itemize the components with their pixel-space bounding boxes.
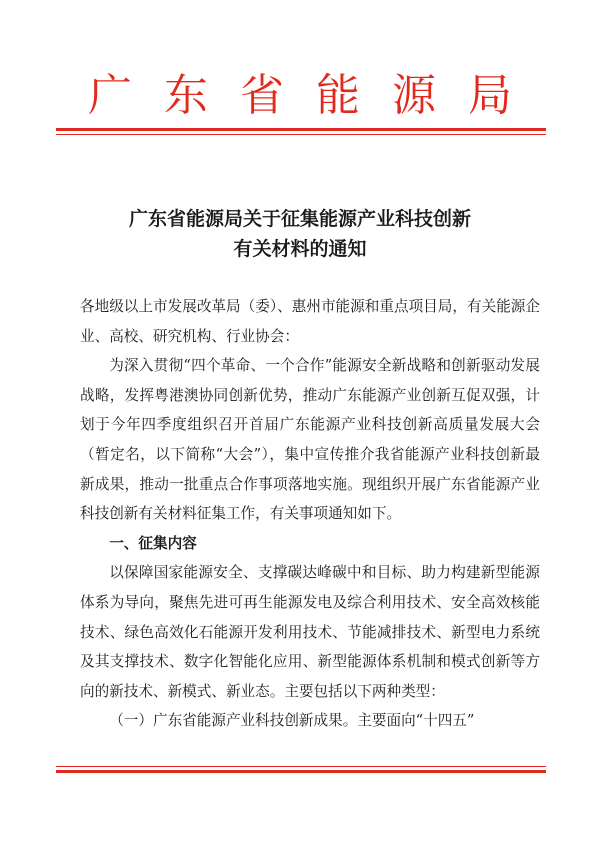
header-divider-thin	[56, 134, 546, 135]
document-title-line2: 有关材料的通知	[233, 238, 367, 260]
content-paragraph: 以保障国家能源安全、支撑碳达峰碳中和目标、助力构建新型能源体系为导向，聚焦先进可再生能源发电及综合利用技术、安全高效核能技术、绿色高效化石能源开发利用技术、节能减排技术、新型电力系统及其支撑技术、数字化智能化应用、新型能源体系机制和模式创新等方向的新技术、新模式、新业态。主要包括以下两种类型：	[80, 564, 540, 700]
header-divider-thick	[56, 128, 546, 131]
document-title	[0, 204, 600, 264]
document-body	[80, 292, 540, 736]
intro-paragraph: 为深入贯彻“四个革命、一个合作”能源安全新战略和创新驱动发展战略，发挥粤港澳协同创新优势，推动广东能源产业创新互促双强，计划于今年四季度组织召开首届广东能源产业科技创新高质量发展大会（暂定名，以下简称“大会”），集中宣传推介我省能源产业科技创新最新成果，推动一批重点合作事项落地实施。现组织开展广东省能源产业科技创新有关材料征集工作，有关事项通知如下。	[80, 357, 540, 523]
footer-divider-thin	[56, 766, 546, 767]
section-heading: 一、征集内容	[109, 534, 197, 552]
addressee-paragraph: 各地级以上市发展改革局（委）、惠州市能源和重点项目局，有关能源企业、高校、研究机构、行业协会：	[80, 298, 540, 345]
subsection-paragraph: （一）广东省能源产业科技创新成果。主要面向“十四五”	[109, 712, 475, 730]
footer-divider-thick	[56, 770, 546, 773]
agency-letterhead: 广东省能源局	[88, 70, 544, 121]
document-title-line1: 广东省能源局关于征集能源产业科技创新	[128, 208, 471, 230]
